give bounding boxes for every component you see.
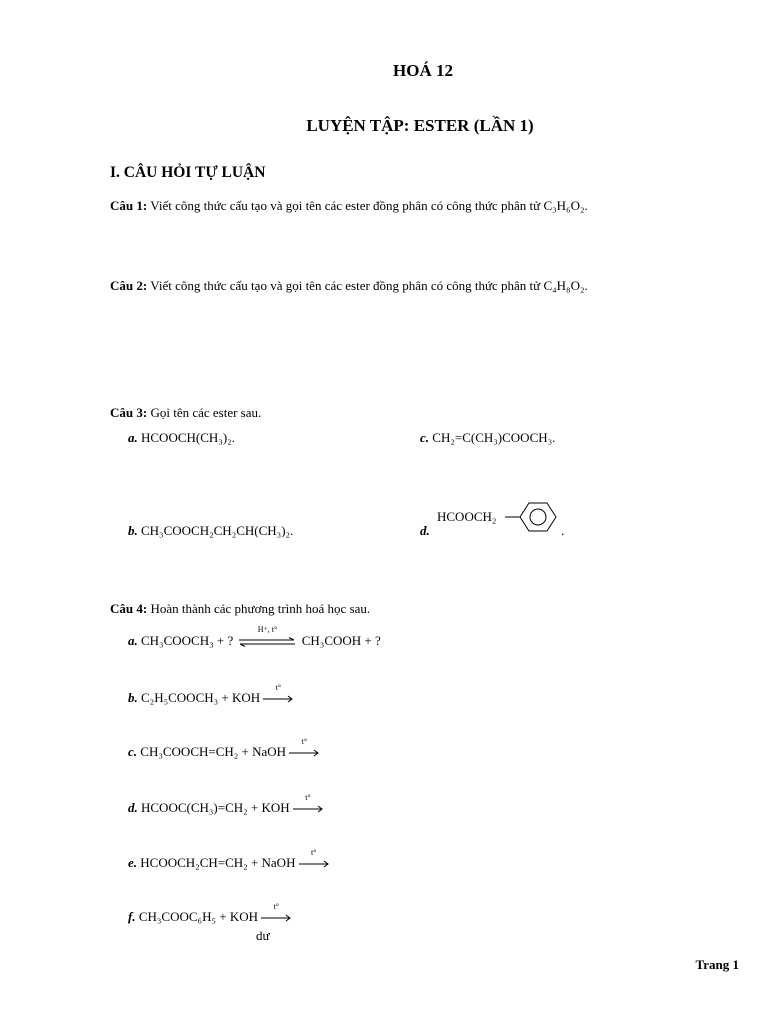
question-3-item-c <box>420 430 555 446</box>
item-label: a. <box>128 430 138 445</box>
question-3-item-a <box>128 430 235 446</box>
item-label: d. <box>128 800 138 815</box>
question-4-item-e <box>128 848 329 871</box>
item-label: a. <box>128 633 138 648</box>
question-3-item-d-formula <box>437 509 496 525</box>
question-4-item-c <box>128 737 319 760</box>
reactants: CH₃COOCH=CH₂ + NaOH <box>140 744 287 759</box>
question-2-text: Viết công thức cấu tạo và gọi tên các ester đồng phân có công thức phân tử C₄H₈O₂. <box>150 278 588 293</box>
reactants: HCOOC(CH₃)=CH₂ + KOH <box>141 800 290 815</box>
reaction-arrow-icon <box>263 683 293 703</box>
reaction-condition: t° <box>305 793 311 803</box>
question-2-label: Câu 2: <box>110 278 148 293</box>
reaction-arrow-icon <box>293 793 323 813</box>
equilibrium-arrow-icon <box>239 625 295 647</box>
reaction-condition: t° <box>273 902 279 912</box>
question-4-text: Hoàn thành các phương trình hoá học sau. <box>150 601 371 616</box>
reaction-condition: t° <box>275 683 282 693</box>
item-label: b. <box>128 690 138 705</box>
reaction-arrow-icon <box>299 848 329 868</box>
products: CH₃COOH + ? <box>301 633 381 648</box>
question-1 <box>110 198 588 214</box>
section-heading: I. CÂU HỎI TỰ LUẬN <box>110 164 266 181</box>
question-3-item-d-suffix: . <box>561 523 565 538</box>
reactants: CH₃COOCH₃ + ? <box>141 633 234 648</box>
ester-formula: HCOOCH(CH₃)₂. <box>141 430 235 445</box>
reactants: HCOOCH₂CH=CH₂ + NaOH <box>140 855 296 870</box>
benzene-ring-icon <box>505 500 565 536</box>
question-3-item-b <box>128 523 293 539</box>
ester-formula: CH₃COOCH₂CH₂CH(CH₃)₂. <box>141 523 294 538</box>
reaction-arrow-icon <box>261 902 291 922</box>
question-3 <box>110 405 261 421</box>
reaction-condition: H⁺, t° <box>257 625 278 635</box>
item-label: f. <box>128 909 136 924</box>
excess-note: dư <box>256 928 270 943</box>
question-1-text: Viết công thức cấu tạo và gọi tên các ester đồng phân có công thức phân tử C₃H₆O₂. <box>150 198 588 213</box>
question-4-item-d <box>128 793 323 816</box>
question-3-text: Gọi tên các ester sau. <box>150 405 262 420</box>
ester-formula: CH₂=C(CH₃)COOCH₃. <box>432 430 556 445</box>
question-4 <box>110 601 370 617</box>
item-label: e. <box>128 855 138 870</box>
item-label: c. <box>128 744 138 759</box>
question-4-item-f <box>128 902 291 925</box>
ester-formula: HCOOCH₂ <box>437 509 497 524</box>
reactants: CH₃COOC₆H₅ + KOH <box>138 909 259 924</box>
item-label: c. <box>420 430 430 445</box>
question-2 <box>110 278 588 294</box>
question-3-label: Câu 3: <box>110 405 148 420</box>
reaction-arrow-icon <box>289 737 319 757</box>
question-3-item-d-label <box>420 523 430 539</box>
worksheet-title: LUYỆN TẬP: ESTER (LẦN 1) <box>306 116 534 135</box>
reaction-condition: t° <box>311 848 317 858</box>
question-4-item-a <box>128 625 381 649</box>
question-1-label: Câu 1: <box>110 198 148 213</box>
page-number: Trang 1 <box>695 957 739 972</box>
question-4-label: Câu 4: <box>110 601 148 616</box>
question-4-item-b <box>128 683 293 706</box>
subject-title: HOÁ 12 <box>393 61 453 80</box>
item-label: b. <box>128 523 138 538</box>
item-label: d. <box>420 523 430 538</box>
reaction-condition: t° <box>301 737 308 747</box>
reactants: C₂H₅COOCH₃ + KOH <box>141 690 261 705</box>
